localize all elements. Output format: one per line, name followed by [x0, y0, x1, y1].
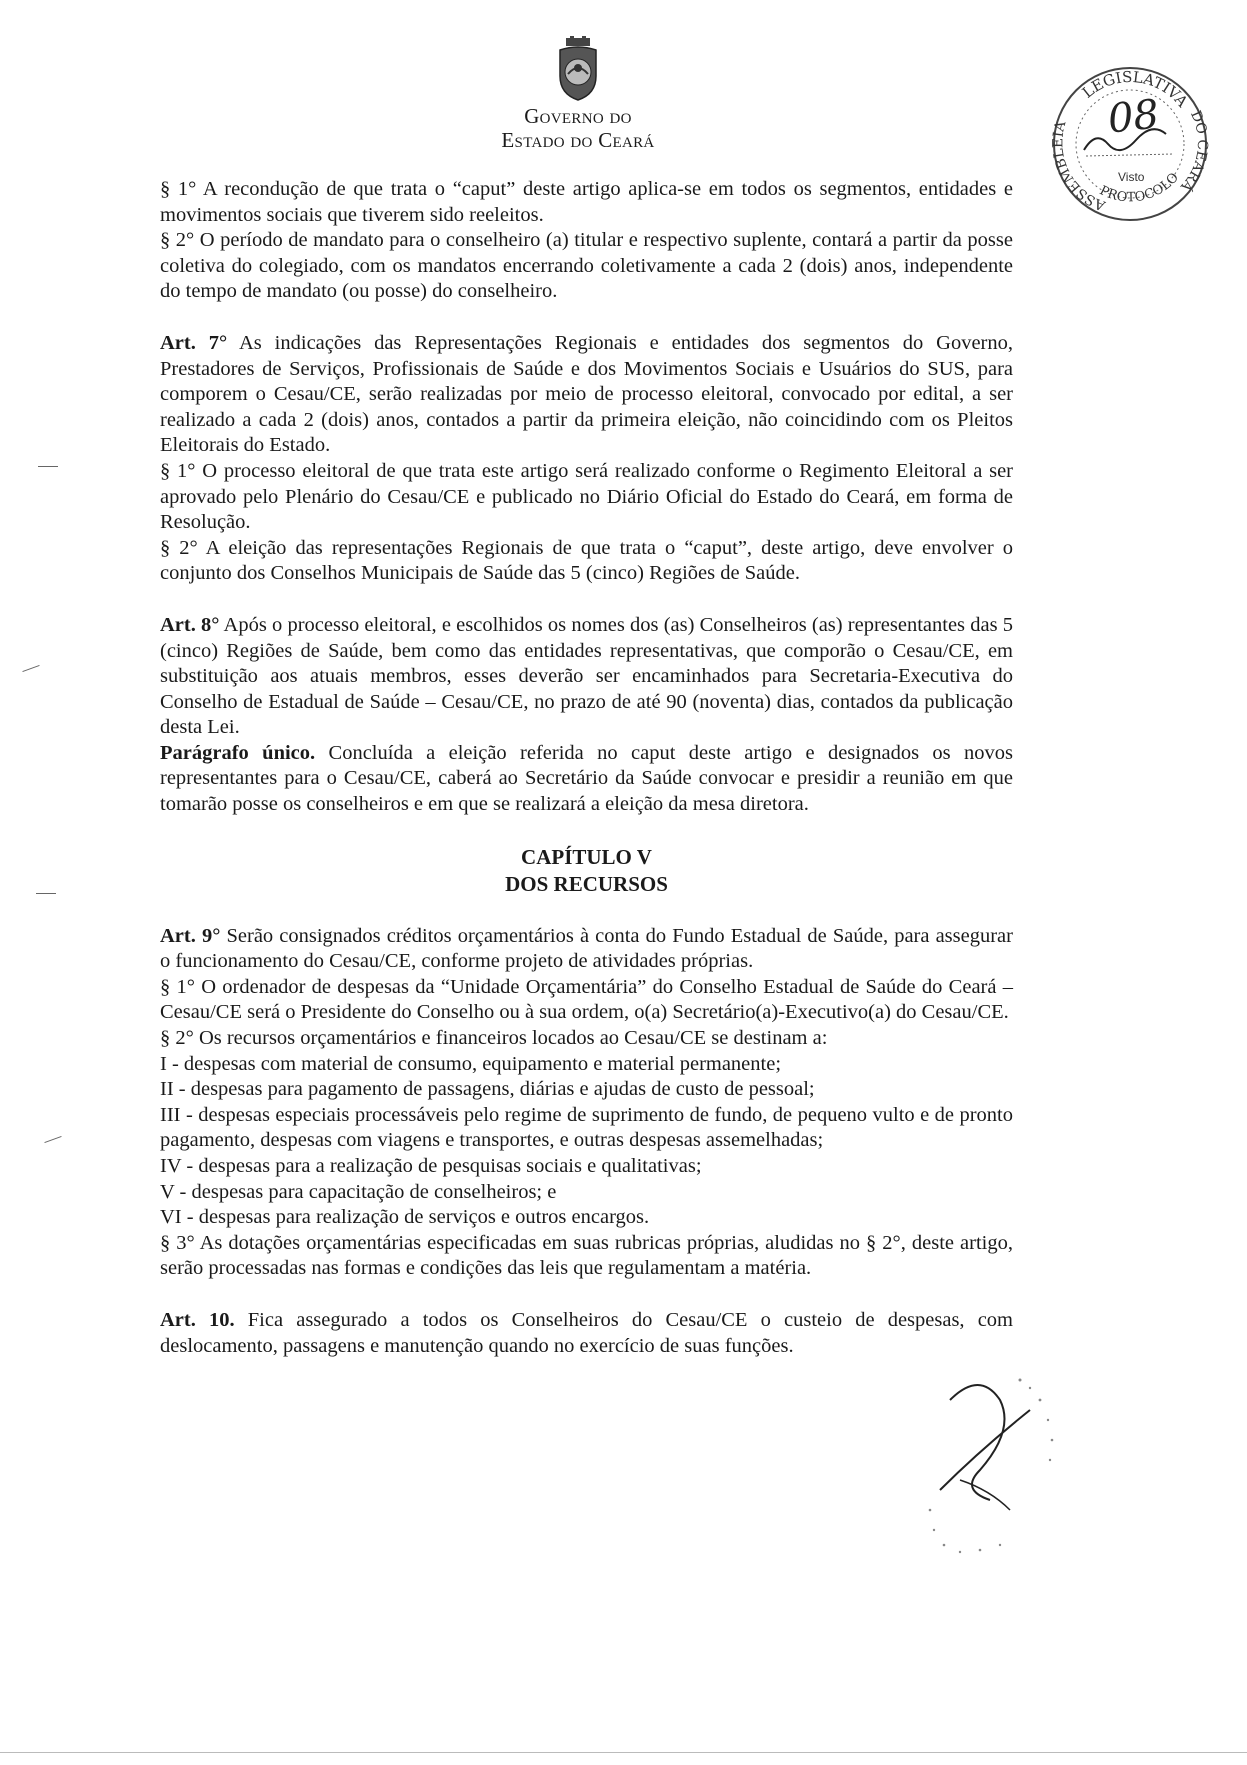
header-line-2: Estado do Ceará — [501, 128, 655, 152]
header-line-1: Governo do — [524, 104, 632, 128]
list-item: VI - despesas para realização de serviços e outros encargos. — [160, 1206, 650, 1229]
stamp-visto-label: Visto — [1118, 170, 1145, 184]
list-item: III - despesas especiais processáveis pelo regime de suprimento de fundo, de pequeno vulto e de pronto pagamento, despesas com viagens e transportes, e outras despesas assemelhadas; — [160, 1103, 1013, 1152]
stamp-ring-bottom: PROTOCOLO — [1097, 170, 1182, 206]
art6-paragraph-2: § 2° O período de mandato para o conselheiro (a) titular e respectivo suplente, contará a partir da posse coletiva do colegiado, com os mandatos encerrando coletivamente a cada 2 (dois) anos, independente do tempo de mandato (ou posse) do conselheiro. — [160, 229, 1013, 303]
protocol-stamp — [1046, 64, 1214, 222]
art7-label: Art. 7° — [160, 331, 228, 354]
art8-text: Após o processo eleitoral, e escolhidos os nomes dos (as) Conselheiros (as) representantes das 5 (cinco) Regiões de Saúde, bem como das entidades representativas, que comporão o Cesau/CE, em substituição aos atuais membros, esses deverão ser encaminhados para Secretaria-Executiva do Conselho de Estadual de Saúde – Cesau/CE, no prazo de até 90 (noventa) dias, contados da publicação desta Lei. — [160, 613, 1013, 739]
art9-paragraph-3: § 3° As dotações orçamentárias especificadas em suas rubricas próprias, aludidas no § 2°, deste artigo, serão processadas nas formas e condições das leis que regulamentam a matéria. — [160, 1231, 1013, 1280]
art9-label: Art. 9° — [160, 924, 221, 947]
document-body — [160, 177, 1013, 1359]
art8-label: Art. 8° — [160, 613, 220, 636]
stamp-ring-left: ASSEMBLEIA — [1050, 119, 1108, 214]
stamp-protocol-number: 08 — [1105, 91, 1162, 143]
list-item: IV - despesas para a realização de pesquisas sociais e qualitativas; — [160, 1155, 702, 1177]
art7-paragraph-2: § 2° A eleição das representações Regionais de que trata o “caput”, deste artigo, deve envolver o conjunto dos Conselhos Municipais de Saúde das 5 (cinco) Regiões de Saúde. — [160, 536, 1013, 585]
art9-caput — [160, 924, 1013, 975]
list-item: II - despesas para pagamento de passagens, diárias e ajudas de custo de pessoal; — [160, 1078, 815, 1101]
chapter-title: DOS RECURSOS — [505, 871, 668, 896]
scan-mark — [38, 466, 58, 467]
art6-paragraph-1: § 1° A recondução de que trata o “caput” deste artigo aplica-se em todos os segmentos, entidades e movimentos sociais que tiverem sido reeleitos. — [160, 178, 1013, 226]
svg-text:DO CEARÁ — [1177, 108, 1211, 196]
list-item: I - despesas com material de consumo, equipamento e material permanente; — [160, 1052, 782, 1075]
art9-paragraph-1: § 1° O ordenador de despesas da “Unidade Orçamentária” do Conselho Estadual de Saúde do Ceará – Cesau/CE será o Presidente do Conselho ou à sua ordem, o(a) Secretário(a)-Executivo(a) do Cesau/CE. — [160, 975, 1013, 1024]
sole-paragraph-label: Parágrafo único. — [160, 741, 316, 764]
chapter-heading: CAPÍTULO V — [521, 844, 652, 869]
stamp-ring-top: LEGISLATIVA — [1078, 67, 1192, 111]
art10-label: Art. 10. — [160, 1308, 235, 1331]
stamp-ring-right: DO CEARÁ — [1177, 108, 1211, 195]
art9-paragraph-2: § 2° Os recursos orçamentários e financeiros locados ao Cesau/CE se destinam a: — [160, 1027, 828, 1050]
handwritten-initials-signature — [920, 1360, 1070, 1560]
svg-text:ASSEMBLEIA — [1050, 119, 1108, 214]
art8-sole-paragraph — [160, 741, 1013, 818]
art10-caput — [160, 1308, 1013, 1359]
art7-paragraph-1: § 1° O processo eleitoral de que trata este artigo será realizado conforme o Regimento Eleitoral a ser aprovado pelo Plenário do Cesau/CE e publicado no Diário Oficial do Estado do Ceará, em forma de Resolução. — [160, 459, 1013, 534]
list-item: V - despesas para capacitação de conselheiros; e — [160, 1180, 557, 1203]
government-header — [440, 104, 716, 152]
art7-caput — [160, 331, 1013, 459]
art7-text: As indicações das Representações Regionais e entidades dos segmentos do Governo, Prestadores de Serviços, Profissionais de Saúde e dos Movimentos Sociais e Usuários do SUS, para comporem o Cesau/CE, serão realizadas por meio de processo eleitoral, convocado por edital, a ser realizado a cada 2 (dois) anos, contados a partir da primeira eleição, não coincidindo com os Pleitos Eleitorais do Estado. — [160, 331, 1013, 457]
art9-text: Serão consignados créditos orçamentários à conta do Fundo Estadual de Saúde, para assegurar o funcionamento do Cesau/CE, conforme projeto de atividades próprias. — [160, 924, 1013, 973]
state-coat-of-arms-icon — [552, 36, 604, 102]
page-bottom-edge — [0, 1752, 1247, 1753]
scan-mark — [36, 893, 56, 894]
scan-mark — [44, 1136, 61, 1143]
sole-paragraph-text: Concluída a eleição referida no caput deste artigo e designados os novos representantes para o Cesau/CE, caberá ao Secretário da Saúde convocar e presidir a reunião em que tomarão posse os conselheiros e em que se realizará a eleição da mesa diretora. — [160, 741, 1013, 816]
art10-text: Fica assegurado a todos os Conselheiros do Cesau/CE o custeio de despesas, com deslocamento, passagens e manutenção quando no exercício de suas funções. — [160, 1308, 1013, 1357]
scan-mark — [22, 665, 39, 672]
art8-caput — [160, 613, 1013, 741]
